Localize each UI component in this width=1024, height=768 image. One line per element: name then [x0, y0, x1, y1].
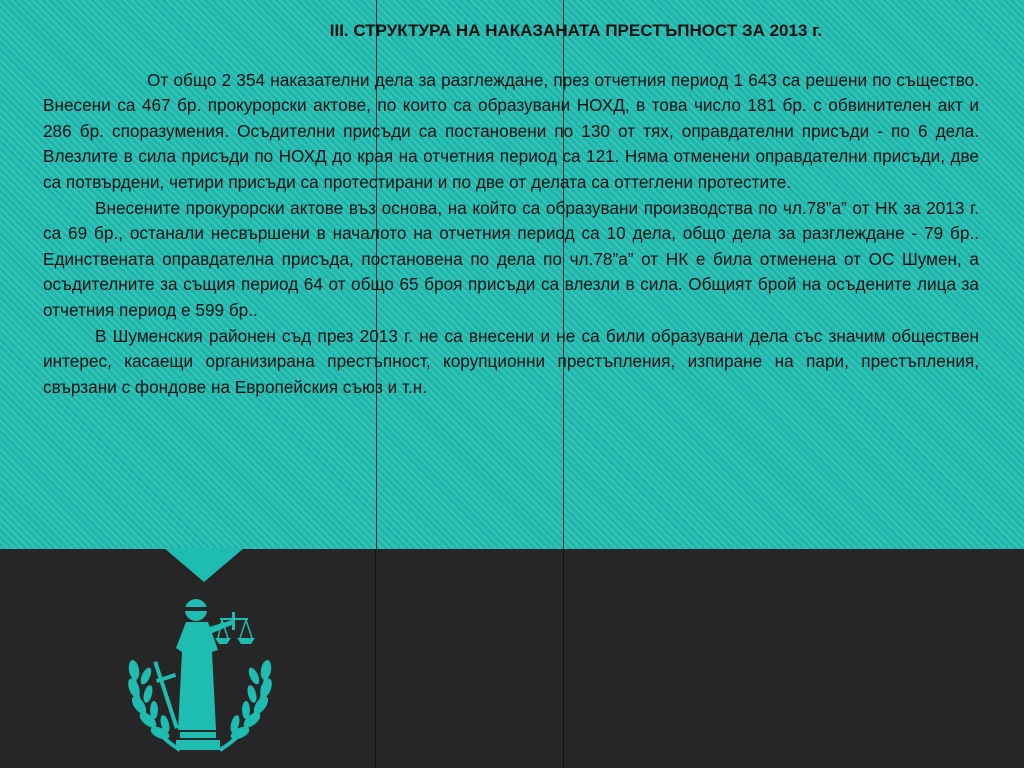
paragraph-1: От общо 2 354 наказателни дела за разглеждане, през отчетния период 1 643 са решени по същество. Внесени са 467 бр. прокурорски актове, по които са образувани НОХД, в това число 181 бр. с обвинителен акт и 286 бр. споразумения. Осъдителни присъди са постановени по 130 от тях, оправдателни присъди - по 6 дела. Влезлите в сила присъди по НОХД до края на отчетния период са 121. Няма отменени оправдателни присъди, две са потвърдени, четири присъди са протестирани и по две от делата са оттеглени протестите.: [43, 69, 979, 192]
paragraph-3: В Шуменския районен съд през 2013 г. не са внесени и не са били образувани дела със значим обществен интерес, касаещи организирана престъпност, корупционни престъпления, изпиране на пари, престъпления, свързани с фондове на Европейския съюз и т.н.: [43, 325, 979, 397]
paragraph-2: Внесените прокурорски актове въз основа, на който са образувани производства по чл.78”а” от НК за 2013 г. са 69 бр., останали несвършени в началото на отчетния период са 10 дела, общо дела за разглеждане - 79 бр.. Единствената оправдателна присъда, постановена по дела по чл.78”а” от НК е била отменена от ОС Шумен, а осъдителните за същия период 64 от общо 65 броя присъди са влезли в сила. Общият брой на осъдените лица за отчетния период е 599 бр..: [43, 197, 979, 320]
document-body: [43, 18, 979, 400]
divider-line-left-lower: [375, 549, 376, 768]
section-title: III. СТРУКТУРА НА НАКАЗАНАТА ПРЕСТЪПНОСТ ЗА 2013 г.: [329, 21, 823, 40]
panel-pointer: [164, 548, 244, 582]
divider-line-right-lower: [563, 549, 564, 768]
lady-justice-icon: [120, 590, 280, 760]
